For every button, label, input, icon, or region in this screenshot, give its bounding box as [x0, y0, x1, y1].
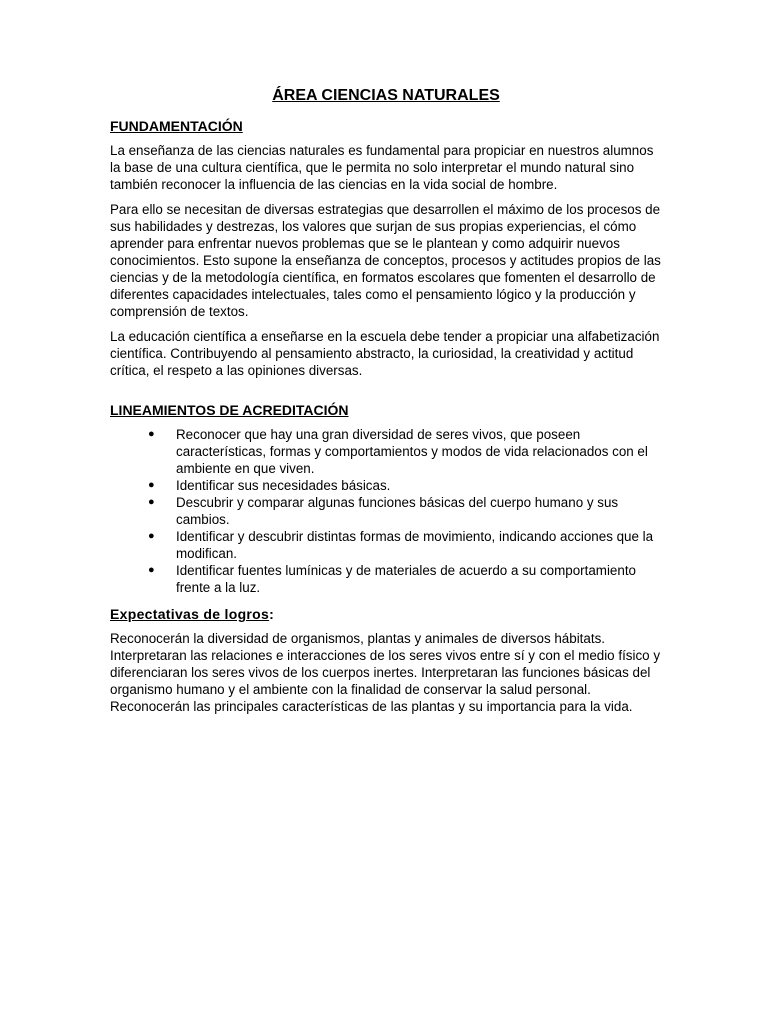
bullet-icon: ● [148, 428, 155, 440]
paragraph: La enseñanza de las ciencias naturales es fundamental para propiciar en nuestros alumnos la base de una cultura científica, que le permita no solo interpretar el mundo natural sino también reconocer la influencia de las ciencias en la vida social de hombre. [110, 143, 654, 192]
list-item [148, 426, 662, 477]
bullet-icon: ● [148, 479, 155, 491]
bullet-icon: ● [148, 564, 155, 576]
bullet-list [110, 426, 662, 596]
paragraph: Para ello se necesitan de diversas estrategias que desarrollen el máximo de los procesos de sus habilidades y destrezas, los valores que surjan de sus propias experiencias, el cómo aprender para enfrentar nuevos problemas que se le plantean y como adquirir nuevos conocimientos. Esto supone la enseñanza de conceptos, procesos y actitudes propios de las ciencias y de la metodología científica, en formatos escolares que fomenten el desarrollo de diferentes capacidades intelectuales, tales como el pensamiento lógico y la producción y comprensión de textos. [110, 202, 661, 319]
list-item [148, 494, 662, 528]
list-item [148, 528, 662, 562]
expectativas-heading-text: Expectativas de logros [110, 606, 270, 622]
paragraph: La educación científica a enseñarse en la escuela debe tender a propiciar una alfabetización científica. Contribuyendo al pensamiento abstracto, la curiosidad, la creatividad y actitud crítica, el respeto a las opiniones diversas. [110, 329, 660, 378]
bullet-icon: ● [148, 530, 155, 542]
paragraph: Reconocerán la diversidad de organismos, plantas y animales de diversos hábitats. Interpretaran las relaciones e interacciones de los seres vivos entre sí y con el medio físico y diferenciaran los seres vivos de los cuerpos inertes. Interpretaran las funciones básicas del organismo humano y el ambiente con la finalidad de conservar la salud personal. Reconocerán las principales características de las plantas y su importancia para la vida. [110, 631, 661, 714]
list-item-text: Identificar fuentes lumínicas y de materiales de acuerdo a su comportamiento frente a la luz. [176, 563, 636, 595]
section-heading-expectativas [110, 605, 662, 623]
bullet-icon: ● [148, 496, 155, 508]
section-heading-fundamentacion: FUNDAMENTACIÓN [110, 118, 243, 134]
list-item-text: Identificar y descubrir distintas formas de movimiento, indicando acciones que la modifican. [176, 529, 654, 561]
expectativas-heading-colon: : [269, 606, 275, 622]
page-title: ÁREA CIENCIAS NATURALES [272, 87, 500, 104]
section-heading-lineamientos: LINEAMIENTOS DE ACREDITACIÓN [110, 402, 349, 418]
list-item [148, 562, 662, 596]
list-item [148, 477, 662, 494]
list-item-text: Descubrir y comparar algunas funciones básicas del cuerpo humano y sus cambios. [176, 495, 619, 527]
list-item-text: Identificar sus necesidades básicas. [176, 478, 391, 493]
list-item-text: Reconocer que hay una gran diversidad de seres vivos, que poseen características, formas y comportamientos y modos de vida relacionados con el ambiente en que viven. [176, 427, 648, 476]
document-content [110, 86, 662, 723]
